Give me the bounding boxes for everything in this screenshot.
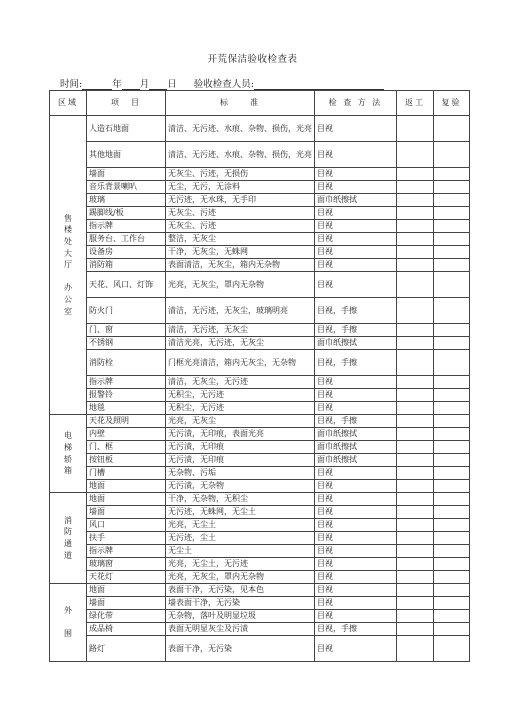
standard-cell: 无杂物、污垢 xyxy=(166,467,315,480)
method-cell: 目视 xyxy=(315,558,397,571)
table-row xyxy=(50,376,470,389)
standard-cell: 无杂物，落叶及明显垃圾 xyxy=(166,610,315,623)
table-row xyxy=(50,220,470,233)
item-cell: 天花、风口、灯饰 xyxy=(87,272,166,298)
table-row xyxy=(50,259,470,272)
standard-cell: 无灰尘、污迹，无损伤 xyxy=(166,168,315,181)
rework-cell[interactable] xyxy=(397,597,434,610)
area-char xyxy=(52,617,84,629)
item-cell: 不锈钢 xyxy=(87,337,166,350)
method-cell: 目视 xyxy=(315,636,397,662)
item-cell: 天花及照明 xyxy=(87,415,166,428)
item-cell: 门、窗 xyxy=(87,324,166,337)
item-cell: 门、框 xyxy=(87,441,166,454)
page-title: 开荒保洁验收检查表 xyxy=(207,54,298,65)
month-label: 月 xyxy=(139,79,150,90)
standard-cell: 清洁、无污迹、水痕、杂物、损伤，光亮 xyxy=(166,142,315,168)
rework-cell[interactable] xyxy=(397,467,434,480)
reinspect-cell[interactable] xyxy=(434,506,470,519)
method-cell: 面巾纸擦拭 xyxy=(315,194,397,207)
standard-cell: 无积尘，无污迹 xyxy=(166,402,315,415)
standard-cell: 墙表面干净，无污染 xyxy=(166,597,315,610)
reinspect-cell[interactable] xyxy=(434,298,470,324)
table-header-row xyxy=(50,91,470,116)
standard-cell: 清洁光亮，无污迹，无灰尘 xyxy=(166,337,315,350)
area-char: 围 xyxy=(64,629,72,639)
table-row xyxy=(50,298,470,324)
table-row xyxy=(50,233,470,246)
method-cell: 目视 xyxy=(315,584,397,597)
header-area: 区域 xyxy=(50,91,87,116)
item-cell: 墙面 xyxy=(87,506,166,519)
area-char: 箱 xyxy=(64,466,72,476)
standard-cell: 无积尘，无污迹 xyxy=(166,389,315,402)
reinspect-cell[interactable] xyxy=(434,272,470,298)
area-char: 道 xyxy=(64,550,72,560)
area-char: 轿 xyxy=(64,454,72,464)
table-row xyxy=(50,441,470,454)
table-row xyxy=(50,181,470,194)
reinspect-cell[interactable] xyxy=(434,532,470,545)
standard-cell: 无污渍，无杂物 xyxy=(166,480,315,493)
method-cell: 目视 xyxy=(315,246,397,259)
table-row xyxy=(50,168,470,181)
standard-cell: 光亮，无灰尘 xyxy=(166,415,315,428)
reinspect-cell[interactable] xyxy=(434,207,470,220)
rework-cell[interactable] xyxy=(397,389,434,402)
item-cell: 门槽 xyxy=(87,467,166,480)
area-char: 楼 xyxy=(64,225,72,235)
rework-cell[interactable] xyxy=(397,493,434,506)
table-row xyxy=(50,402,470,415)
standard-cell: 无污迹，无蛛网，无尘土 xyxy=(166,506,315,519)
method-cell: 目视 xyxy=(315,571,397,584)
method-cell: 目视 xyxy=(315,259,397,272)
method-cell: 目视，手擦 xyxy=(315,623,397,636)
rework-cell[interactable] xyxy=(397,181,434,194)
rework-cell[interactable] xyxy=(397,506,434,519)
standard-cell: 无灰尘、污迹 xyxy=(166,220,315,233)
item-cell: 踢脚线/板 xyxy=(87,207,166,220)
header-method: 检 查 方 法 xyxy=(315,91,397,116)
standard-cell: 干净，无灰尘，无蛛网 xyxy=(166,246,315,259)
table-row xyxy=(50,337,470,350)
header-reinspect: 复验 xyxy=(434,91,470,116)
area-char: 梯 xyxy=(64,442,72,452)
table-row xyxy=(50,610,470,623)
item-cell: 成品椅 xyxy=(87,623,166,636)
rework-cell[interactable] xyxy=(397,207,434,220)
standard-cell: 干净，无杂物，无积尘 xyxy=(166,493,315,506)
area-char: 公 xyxy=(64,294,72,304)
standard-cell: 整洁，无灰尘 xyxy=(166,233,315,246)
area-char: 大 xyxy=(64,248,72,258)
month-blank[interactable] xyxy=(122,80,140,90)
area-char: 办 xyxy=(64,283,72,293)
rework-cell[interactable] xyxy=(397,142,434,168)
table-row xyxy=(50,246,470,259)
table-row xyxy=(50,415,470,428)
table-row xyxy=(50,428,470,441)
method-cell: 目视 xyxy=(315,272,397,298)
rework-cell[interactable] xyxy=(397,220,434,233)
method-cell: 目视 xyxy=(315,116,397,142)
reinspect-cell[interactable] xyxy=(434,493,470,506)
meta-line xyxy=(60,76,384,90)
area-cell xyxy=(50,493,87,584)
method-cell: 目视 xyxy=(315,467,397,480)
method-cell: 目视 xyxy=(315,597,397,610)
item-cell: 玻璃窗 xyxy=(87,558,166,571)
item-cell: 地毯 xyxy=(87,402,166,415)
header-rework: 返工 xyxy=(397,91,434,116)
reinspect-cell[interactable] xyxy=(434,571,470,584)
reinspect-cell[interactable] xyxy=(434,558,470,571)
item-cell: 风口 xyxy=(87,519,166,532)
table-row xyxy=(50,207,470,220)
method-cell: 目视 xyxy=(315,493,397,506)
area-cell xyxy=(50,415,87,493)
item-cell: 服务台、工作台 xyxy=(87,233,166,246)
method-cell: 目视 xyxy=(315,480,397,493)
method-cell: 目视 xyxy=(315,233,397,246)
standard-cell: 光亮，无灰尘，罩内无杂物 xyxy=(166,272,315,298)
table-row xyxy=(50,116,470,142)
method-cell: 面巾纸擦拭 xyxy=(315,428,397,441)
reinspect-cell[interactable] xyxy=(434,220,470,233)
standard-cell: 清洁，无污迹，无灰尘 xyxy=(166,324,315,337)
table-row xyxy=(50,350,470,376)
reinspect-cell[interactable] xyxy=(434,584,470,597)
standard-cell: 无污渍，无印痕 xyxy=(166,441,315,454)
reinspect-cell[interactable] xyxy=(434,610,470,623)
table-row xyxy=(50,597,470,610)
inspection-table xyxy=(49,90,470,662)
method-cell: 目视 xyxy=(315,220,397,233)
reinspect-cell[interactable] xyxy=(434,428,470,441)
reinspect-cell[interactable] xyxy=(434,480,470,493)
method-cell: 面巾纸擦拭 xyxy=(315,441,397,454)
method-cell: 目视 xyxy=(315,389,397,402)
table-row xyxy=(50,519,470,532)
header-standard: 标 准 xyxy=(166,91,315,116)
item-cell: 报警铃 xyxy=(87,389,166,402)
rework-cell[interactable] xyxy=(397,571,434,584)
reinspect-cell[interactable] xyxy=(434,337,470,350)
reinspect-cell[interactable] xyxy=(434,181,470,194)
table-row xyxy=(50,324,470,337)
reinspect-cell[interactable] xyxy=(434,519,470,532)
method-cell: 目视 xyxy=(315,506,397,519)
reinspect-cell[interactable] xyxy=(434,636,470,662)
table-row xyxy=(50,467,470,480)
table-row xyxy=(50,636,470,662)
rework-cell[interactable] xyxy=(397,376,434,389)
item-cell: 指示牌 xyxy=(87,220,166,233)
rework-cell[interactable] xyxy=(397,350,434,376)
reinspect-cell[interactable] xyxy=(434,168,470,181)
method-cell: 目视，手擦 xyxy=(315,324,397,337)
area-char: 室 xyxy=(64,306,72,316)
area-char: 电 xyxy=(64,431,72,441)
table-row xyxy=(50,142,470,168)
reinspect-cell[interactable] xyxy=(434,623,470,636)
method-cell: 目视 xyxy=(315,181,397,194)
standard-cell: 清洁、无污迹、水痕、杂物、损伤，光亮 xyxy=(166,116,315,142)
standard-cell: 无灰尘、污迹 xyxy=(166,207,315,220)
rework-cell[interactable] xyxy=(397,428,434,441)
rework-cell[interactable] xyxy=(397,636,434,662)
standard-cell: 门框光亮清洁，箱内无灰尘，无杂物 xyxy=(166,350,315,376)
table-body xyxy=(50,116,470,662)
item-cell: 内壁 xyxy=(87,428,166,441)
method-cell: 目视 xyxy=(315,402,397,415)
item-cell: 墙面 xyxy=(87,168,166,181)
area-char: 处 xyxy=(64,237,72,247)
standard-cell: 清洁，无污迹，无灰尘，玻璃明亮 xyxy=(166,298,315,324)
rework-cell[interactable] xyxy=(397,246,434,259)
table-row xyxy=(50,623,470,636)
rework-cell[interactable] xyxy=(397,337,434,350)
area-char: 厅 xyxy=(64,260,72,270)
reinspect-cell[interactable] xyxy=(434,402,470,415)
reinspect-cell[interactable] xyxy=(434,454,470,467)
table-row xyxy=(50,584,470,597)
standard-cell: 光亮，无尘土 xyxy=(166,519,315,532)
inspector-label: 验收检查人员: xyxy=(193,79,254,90)
item-cell: 路灯 xyxy=(87,636,166,662)
area-char: 消 xyxy=(64,515,72,525)
rework-cell[interactable] xyxy=(397,194,434,207)
standard-cell: 无污迹，尘土 xyxy=(166,532,315,545)
reinspect-cell[interactable] xyxy=(434,259,470,272)
header-item: 项 目 xyxy=(87,91,166,116)
area-char: 通 xyxy=(64,539,72,548)
item-cell: 人造石地面 xyxy=(87,116,166,142)
item-cell: 防火门 xyxy=(87,298,166,324)
method-cell: 面巾纸擦拭 xyxy=(315,337,397,350)
standard-cell: 表面干净，无污染 xyxy=(166,636,315,662)
rework-cell[interactable] xyxy=(397,480,434,493)
table-row xyxy=(50,571,470,584)
rework-cell[interactable] xyxy=(397,519,434,532)
rework-cell[interactable] xyxy=(397,532,434,545)
area-char: 售 xyxy=(64,213,72,223)
table-row xyxy=(50,506,470,519)
rework-cell[interactable] xyxy=(397,272,434,298)
method-cell: 目视 xyxy=(315,532,397,545)
reinspect-cell[interactable] xyxy=(434,246,470,259)
item-cell: 天花灯 xyxy=(87,571,166,584)
reinspect-cell[interactable] xyxy=(434,324,470,337)
area-cell xyxy=(50,584,87,662)
standard-cell: 光亮，无灰尘，罩内无杂物 xyxy=(166,571,315,584)
standard-cell: 无污渍，无印痕，表面光亮 xyxy=(166,428,315,441)
method-cell: 目视 xyxy=(315,610,397,623)
rework-cell[interactable] xyxy=(397,168,434,181)
standard-cell: 表面清洁，无灰尘，箱内无杂物 xyxy=(166,259,315,272)
rework-cell[interactable] xyxy=(397,545,434,558)
item-cell: 地面 xyxy=(87,480,166,493)
item-cell: 设备房 xyxy=(87,246,166,259)
reinspect-cell[interactable] xyxy=(434,194,470,207)
standard-cell: 表面干净，无污染，见本色 xyxy=(166,584,315,597)
rework-cell[interactable] xyxy=(397,298,434,324)
time-blank[interactable] xyxy=(82,80,112,90)
item-cell: 绿化带 xyxy=(87,610,166,623)
table-row xyxy=(50,272,470,298)
item-cell: 玻璃 xyxy=(87,194,166,207)
table-row xyxy=(50,558,470,571)
inspector-blank[interactable] xyxy=(254,80,384,90)
reinspect-cell[interactable] xyxy=(434,233,470,246)
rework-cell[interactable] xyxy=(397,558,434,571)
rework-cell[interactable] xyxy=(397,233,434,246)
reinspect-cell[interactable] xyxy=(434,441,470,454)
rework-cell[interactable] xyxy=(397,610,434,623)
method-cell: 目视 xyxy=(315,376,397,389)
table-row xyxy=(50,389,470,402)
item-cell: 消防箱 xyxy=(87,259,166,272)
year-label: 年 xyxy=(112,79,122,90)
day-blank[interactable] xyxy=(149,80,167,90)
reinspect-cell[interactable] xyxy=(434,597,470,610)
method-cell: 目视 xyxy=(315,207,397,220)
method-cell: 目视，手擦 xyxy=(315,298,397,324)
item-cell: 扶手 xyxy=(87,532,166,545)
standard-cell: 表面无明显灰尘及污渍 xyxy=(166,623,315,636)
reinspect-cell[interactable] xyxy=(434,116,470,142)
rework-cell[interactable] xyxy=(397,584,434,597)
item-cell: 地面 xyxy=(87,493,166,506)
method-cell: 目视 xyxy=(315,142,397,168)
method-cell: 目视 xyxy=(315,519,397,532)
rework-cell[interactable] xyxy=(397,454,434,467)
rework-cell[interactable] xyxy=(397,259,434,272)
item-cell: 其他地面 xyxy=(87,142,166,168)
day-label: 日 xyxy=(167,79,177,90)
area-char: 外 xyxy=(64,606,72,616)
time-label: 时间: xyxy=(60,79,83,90)
standard-cell: 光亮，无尘土，无污迹 xyxy=(166,558,315,571)
reinspect-cell[interactable] xyxy=(434,545,470,558)
table-row xyxy=(50,454,470,467)
area-char: 防 xyxy=(64,527,72,537)
rework-cell[interactable] xyxy=(397,402,434,415)
reinspect-cell[interactable] xyxy=(434,350,470,376)
table-row xyxy=(50,493,470,506)
area-char xyxy=(52,271,84,283)
item-cell: 墙面 xyxy=(87,597,166,610)
item-cell: 地面 xyxy=(87,584,166,597)
rework-cell[interactable] xyxy=(397,441,434,454)
area-cell xyxy=(50,116,87,415)
standard-cell: 清洁，无灰尘，无污迹 xyxy=(166,376,315,389)
standard-cell: 无尘，无污，无涂料 xyxy=(166,181,315,194)
rework-cell[interactable] xyxy=(397,324,434,337)
item-cell: 消防栓 xyxy=(87,350,166,376)
standard-cell: 无污迹，无水珠，无手印 xyxy=(166,194,315,207)
table-row xyxy=(50,194,470,207)
method-cell: 目视，手擦 xyxy=(315,415,397,428)
item-cell: 音乐背景喇叭 xyxy=(87,181,166,194)
method-cell: 目视，手擦 xyxy=(315,350,397,376)
table-row xyxy=(50,532,470,545)
reinspect-cell[interactable] xyxy=(434,376,470,389)
reinspect-cell[interactable] xyxy=(434,142,470,168)
standard-cell: 无污渍，无印痕 xyxy=(166,454,315,467)
rework-cell[interactable] xyxy=(397,116,434,142)
item-cell: 按钮板 xyxy=(87,454,166,467)
reinspect-cell[interactable] xyxy=(434,415,470,428)
item-cell: 指示牌 xyxy=(87,376,166,389)
method-cell: 目视 xyxy=(315,545,397,558)
method-cell: 面巾纸擦拭 xyxy=(315,454,397,467)
reinspect-cell[interactable] xyxy=(434,467,470,480)
rework-cell[interactable] xyxy=(397,415,434,428)
table-row xyxy=(50,545,470,558)
table-row xyxy=(50,480,470,493)
standard-cell: 无尘土 xyxy=(166,545,315,558)
reinspect-cell[interactable] xyxy=(434,389,470,402)
item-cell: 指示牌 xyxy=(87,545,166,558)
rework-cell[interactable] xyxy=(397,623,434,636)
method-cell: 目视 xyxy=(315,168,397,181)
